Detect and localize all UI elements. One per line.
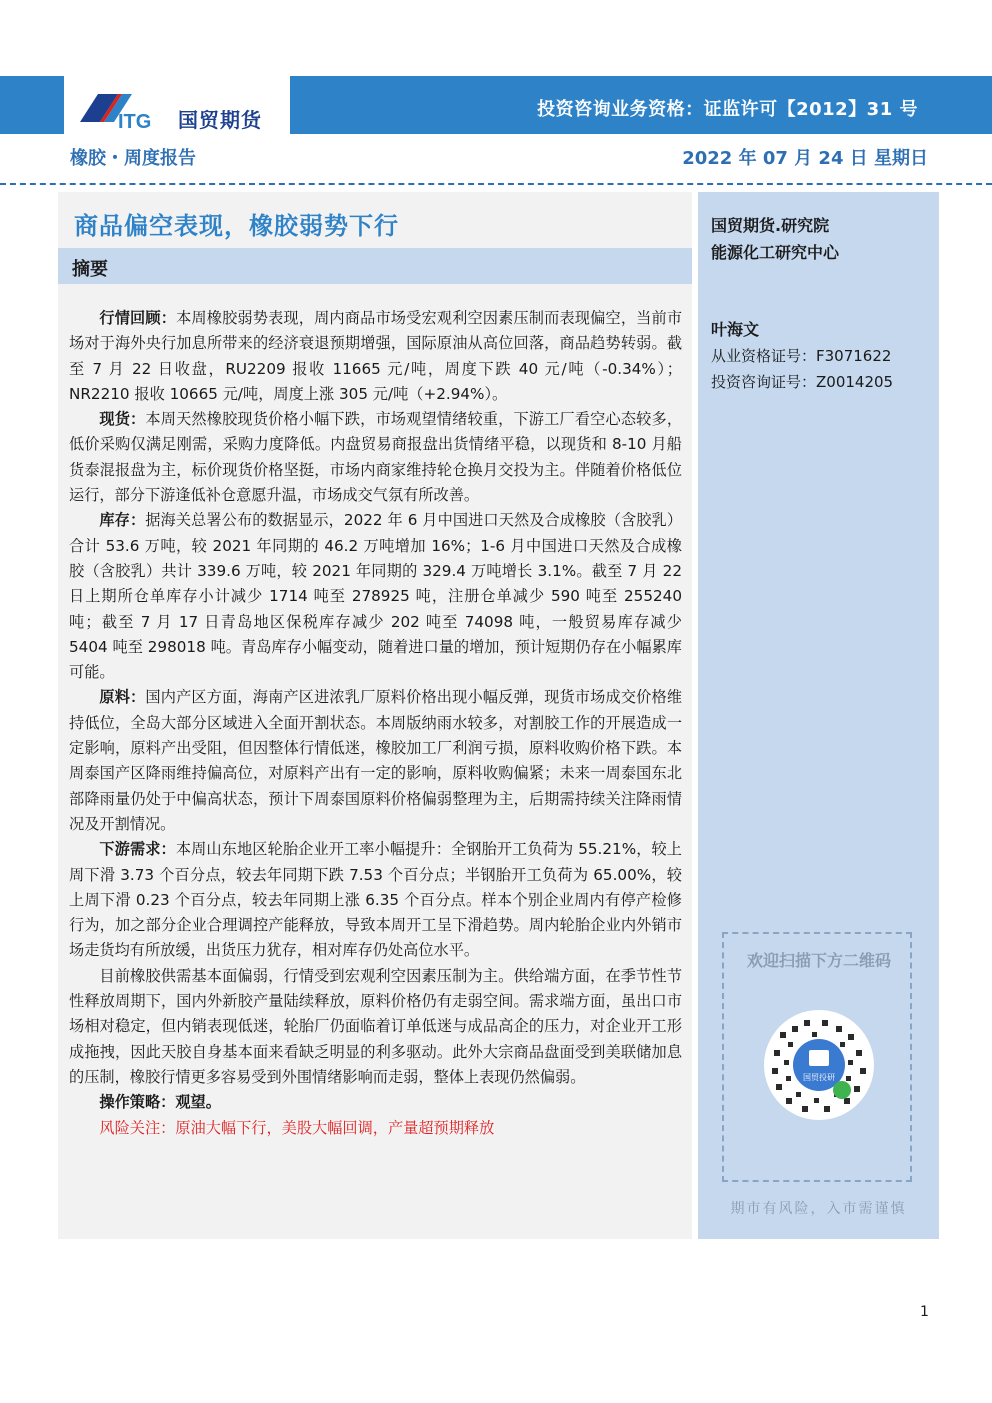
section-lead: 原料： (99, 688, 146, 707)
strategy-line: 操作策略：观望。 (99, 1093, 221, 1112)
qr-caption: 欢迎扫描下方二维码 (746, 951, 891, 970)
risk-warning: 期市有风险，入市需谨慎 (730, 1201, 907, 1217)
section-lead: 现货： (99, 410, 146, 429)
author-certificates (711, 343, 893, 395)
section-raw-material (69, 685, 682, 837)
section-lead: 行情回顾： (99, 309, 177, 327)
page-title: 商品偏空表现，橡胶弱势下行 (74, 212, 399, 240)
sidebar (698, 192, 939, 1239)
risk-line: 风险关注：原油大幅下行，美股大幅回调，产量超预期释放 (99, 1118, 495, 1137)
qr-box (722, 932, 912, 1182)
section-text: 国内产区方面，海南产区进浓乳厂原料价格出现小幅反弹，现货市场成交价格维持低位，全岛大部分区域进入全面开割状态。本周版纳雨水较多，对割胶工作的开展造成一定影响，原料产出受阻，但因整体行情低迷，橡胶加工厂利润亏损，原料收购价格下跌。本周泰国产区降雨维持偏高位，对原料产出有一定的影响，原料收购偏紧；未来一周泰国东北部降雨量仍处于中偏高状态，预计下周泰国原料价格偏弱整理为主，后期需持续关注降雨情况及开割情况。 (69, 688, 683, 833)
section-text: 本周橡胶弱势表现，周内商品市场受宏观利空因素压制而表现偏空，当前市场对于海外央行加息所带来的经济衰退预期增强，国际原油从高位回落，商品趋势转弱。截至 7 月 22 日收盘，RU2209 报收 11665 元/吨，周度下跌 40 元/吨（-0.34%）；NR2210 报收 10665 元/吨，周度上涨 305 元/吨（+2.94%）。 (69, 309, 683, 403)
page-number: 1 (920, 1304, 929, 1320)
abstract-body (69, 306, 682, 1141)
author-name: 叶海文 (711, 320, 760, 339)
itg-logo-icon (78, 86, 162, 130)
report-date: 2022 年 07 月 24 日 星期日 (682, 148, 928, 169)
header-divider (0, 183, 992, 185)
practice-cert: 从业资格证号：F3071622 (711, 347, 892, 365)
qr-center-label: 国贸投研 (803, 1073, 835, 1082)
section-text: 本周山东地区轮胎企业开工率小幅提升：全钢胎开工负荷为 55.21%，较上周下滑 3.73 个百分点，较去年同期下跌 7.53 个百分点；半钢胎开工负荷为 65.00%，较上周下滑 0.23 个百分点，较去年同期上涨 6.35 个百分点。样本个别企业周内有停产检修行为，加之部分企业合理调控产能释放，导致本周开工呈下滑趋势。周内轮胎企业内外销市场走货均有所放缓，出货压力犹存，相对库存仍处高位水平。 (69, 840, 682, 960)
section-summary (69, 964, 682, 1090)
main-column (58, 192, 692, 1239)
report-meta-row (70, 144, 928, 170)
logo-mark-text: ITG (118, 111, 152, 130)
section-lead: 下游需求： (99, 840, 176, 859)
org-department: 能源化工研究中心 (711, 243, 840, 262)
svg-text:国贸投研 (803, 1072, 835, 1082)
section-market-review (69, 306, 682, 407)
logo-text: 国贸期货 (178, 108, 262, 132)
section-text: 目前橡胶供需基本面偏弱，行情受到宏观利空因素压制为主。供给端方面，在季节性节性释放周期下，国内外新胶产量陆续释放，原料价格仍有走弱空间。需求端方面，虽出口市场相对稳定，但内销表现低迷，轮胎厂仍面临着订单低迷与成品高企的压力，对企业开工形成拖拽，因此天胶自身基本面来看缺乏明显的利多驱动。此外大宗商品盘面受到美联储加息的压制，橡胶行情更多容易受到外围情绪影响而走弱，整体上表现仍然偏弱。 (69, 966, 682, 1086)
advisory-cert: 投资咨询证号：Z0014205 (711, 373, 894, 391)
section-lead: 库存： (99, 511, 146, 530)
org-name: 国贸期货.研究院 (711, 216, 830, 235)
license-text: 投资咨询业务资格：证监许可【2012】31 号 (537, 99, 918, 120)
section-text: 据海关总署公布的数据显示，2022 年 6 月中国进口天然及合成橡胶（含胶乳）合计 53.6 万吨，较 2021 年同期的 46.2 万吨增加 16%；1-6 月中国进口天然及合成橡胶（含胶乳）共计 339.6 万吨，较 2021 年同期的 329.4 万吨增长 3.1%。截至 7 月 22 日上期所仓单库存小计减少 1714 吨至 278925 吨，注册仓单减少 590 吨至 255240 吨；截至 7 月 17 日青岛地区保税库存减少 202 吨至 74098 吨，一般贸易库存减少 5404 吨至 298018 吨。青岛库存小幅变动，随着进口量的增加，预计短期仍存在小幅累库可能。 (69, 511, 683, 682)
section-spot (69, 407, 682, 508)
section-downstream-demand (69, 837, 682, 963)
qr-code-icon[interactable] (762, 1008, 876, 1122)
section-text: 本周天然橡胶现货价格小幅下跌，市场观望情绪较重，下游工厂看空心态较多，低价采购仅满足刚需，采购力度降低。内盘贸易商报盘出货情绪平稳，以现货和 8-10 月船货泰混报盘为主，标价现货价格坚挺，市场内商家维持轮仓换月交投为主。伴随着价格低位运行，部分下游逢低补仓意愿升温，市场成交气氛有所改善。 (69, 410, 683, 505)
abstract-bar (58, 248, 692, 284)
section-inventory (69, 508, 682, 685)
abstract-label: 摘要 (72, 259, 108, 280)
svg-text:ITG (118, 111, 151, 130)
report-type: 橡胶・周度报告 (70, 148, 196, 169)
org-info (711, 212, 839, 266)
